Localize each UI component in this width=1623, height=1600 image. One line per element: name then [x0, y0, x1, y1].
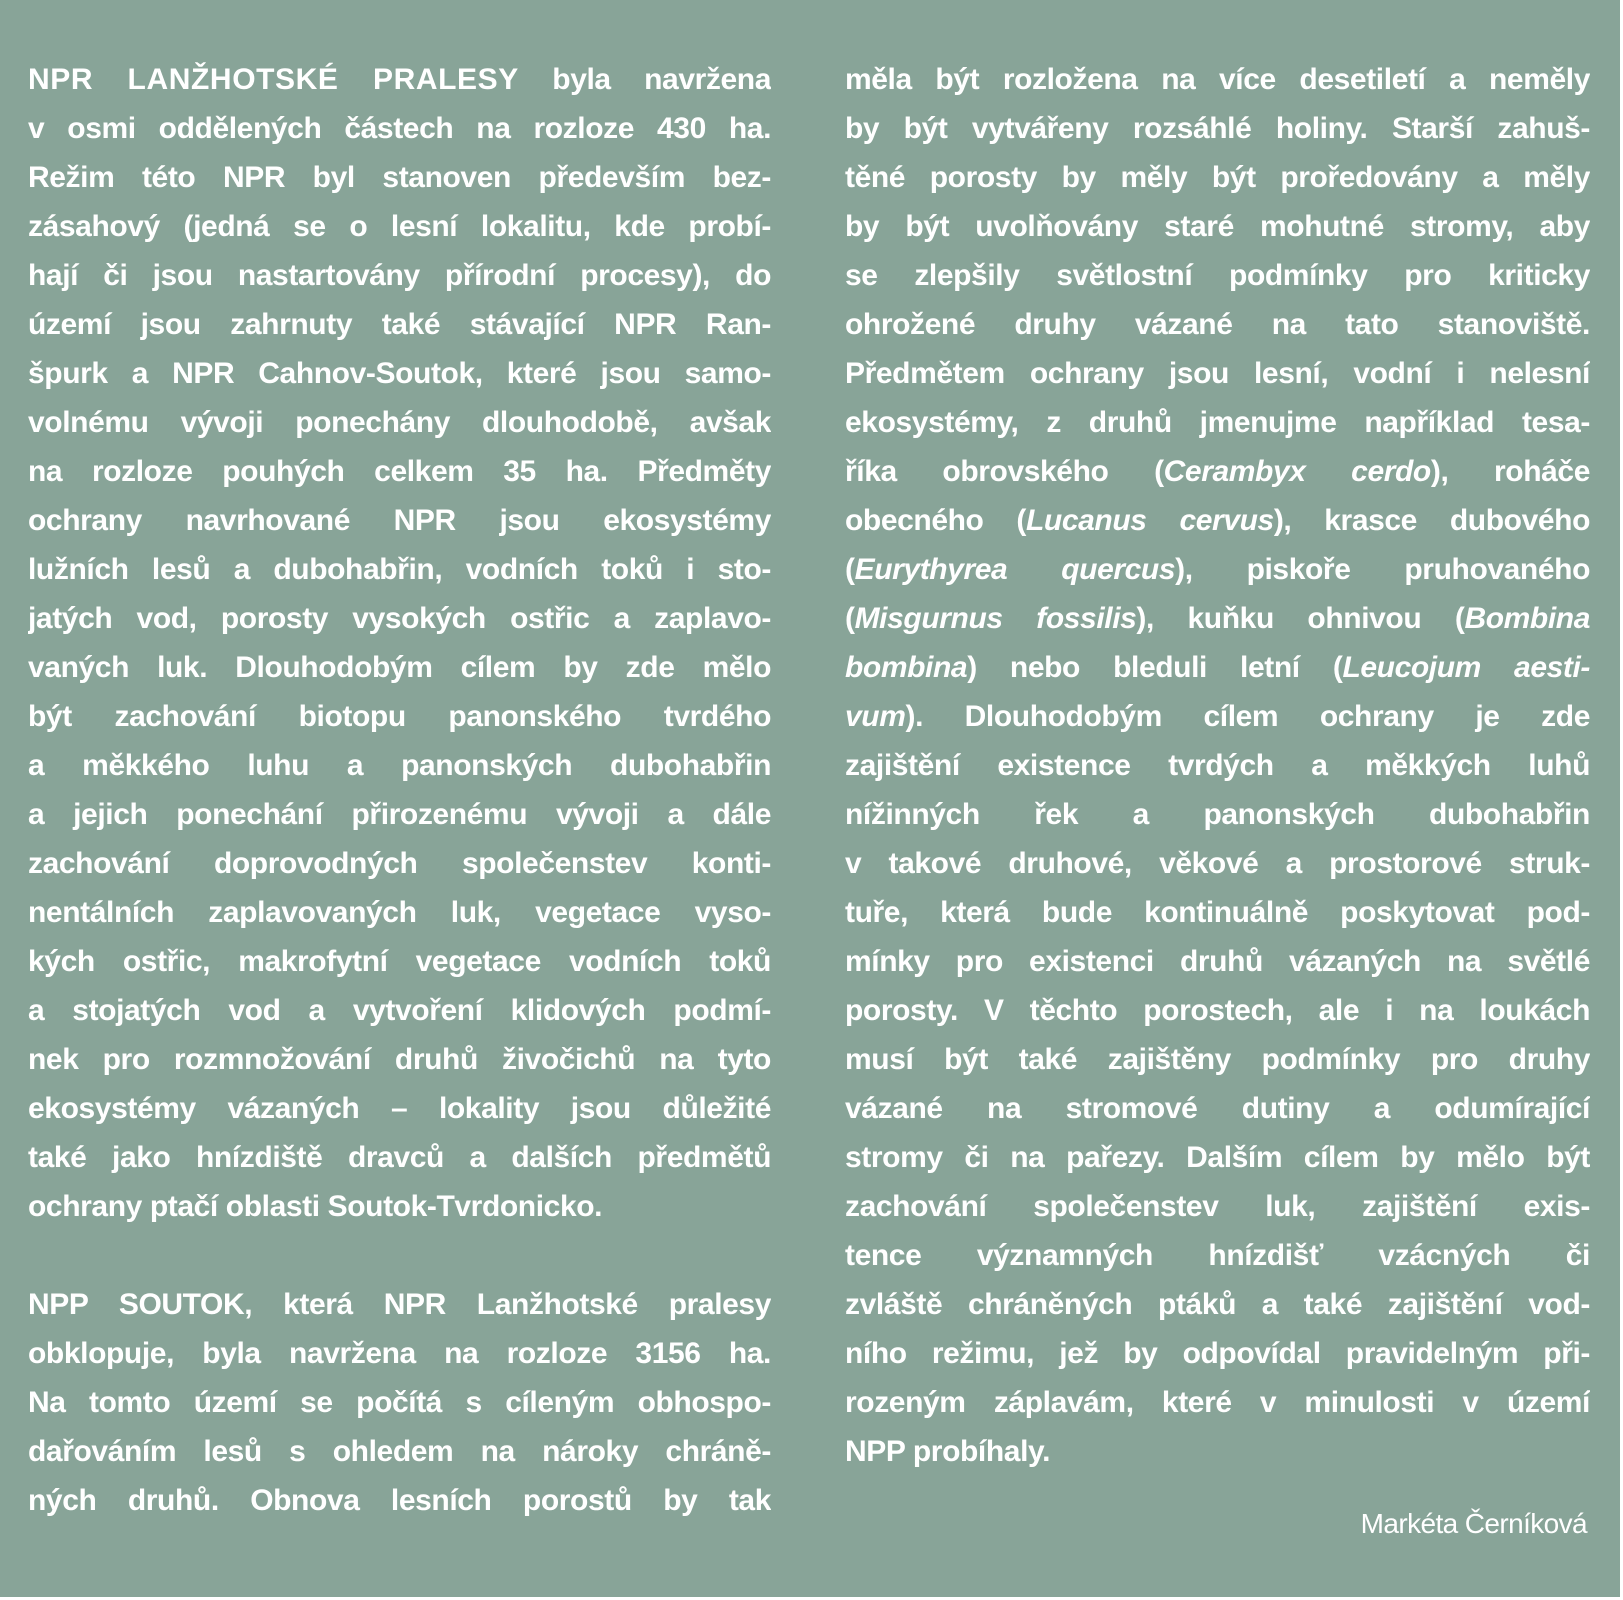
text-line: kých ostřic, makrofytní vegetace vodních toků — [28, 945, 771, 978]
text-line: NPP SOUTOK, která NPR Lanžhotské pralesy — [28, 1288, 771, 1321]
text-segment: nížinných řek a panonských dubohabřin — [845, 798, 1590, 831]
text-line: obklopuje, byla navržena na rozloze 3156 ha. — [28, 1337, 771, 1370]
text-segment: těné porosty by měly být proředovány a měly — [845, 161, 1590, 194]
text-segment: ohrožené druhy vázané na tato stanoviště. — [845, 308, 1590, 341]
text-segment: ( — [845, 602, 855, 635]
text-line: v osmi oddělených částech na rozloze 430 ha. — [28, 112, 771, 145]
species-latin-name: bombina — [845, 651, 968, 684]
text-line: ochrany ptačí oblasti Soutok-Tvrdonicko. — [28, 1190, 603, 1223]
text-line: území jsou zahrnuty také stávající NPR Ran- — [28, 308, 771, 341]
text-line: jatých vod, porosty vysokých ostřic a zaplavo- — [28, 602, 771, 635]
text-segment: by být vytvářeny rozsáhlé holiny. Starší zahuš- — [845, 112, 1590, 145]
left-column — [28, 55, 771, 1525]
text-segment: vázané na stromové dutiny a odumírající — [845, 1092, 1590, 1125]
text-line — [845, 55, 1590, 104]
text-segment: v takové druhové, věkové a prostorové struk- — [845, 847, 1590, 880]
text-line — [845, 1133, 1590, 1182]
text-segment: NPP probíhaly. — [845, 1435, 1051, 1468]
text-line — [845, 643, 1590, 692]
text-line: volnému vývoji ponechány dlouhodobě, avšak — [28, 406, 771, 439]
text-segment: ekosystémy, z druhů jmenujme například tesa- — [845, 406, 1590, 439]
text-line — [845, 1035, 1590, 1084]
paragraph-npr-lanzhotske-pralesy — [28, 55, 771, 1231]
text-segment: zajištění existence tvrdých a měkkých luhů — [845, 749, 1590, 782]
text-line — [845, 153, 1590, 202]
text-line: zachování doprovodných společenstev konti- — [28, 847, 771, 880]
text-line — [845, 888, 1590, 937]
text-line — [845, 1378, 1590, 1427]
text-line — [845, 1182, 1590, 1231]
text-line — [845, 741, 1590, 790]
text-line: na rozloze pouhých celkem 35 ha. Předměty — [28, 455, 771, 488]
text-line: lužních lesů a dubohabřin, vodních toků i sto- — [28, 553, 771, 586]
text-line — [845, 1329, 1590, 1378]
text-line — [845, 349, 1590, 398]
text-line: hají či jsou nastartovány přírodní procesy), do — [28, 259, 771, 292]
text-segment: by být uvolňovány staré mohutné stromy, aby — [845, 210, 1590, 243]
species-latin-name: Cerambyx cerdo — [1163, 455, 1431, 488]
text-line — [845, 447, 1590, 496]
text-segment: měla být rozložena na více desetiletí a neměly — [845, 63, 1590, 96]
text-segment: porosty. V těchto porostech, ale i na loukách — [845, 994, 1590, 1027]
text-line — [845, 692, 1590, 741]
text-line: a stojatých vod a vytvoření klidových podmí- — [28, 994, 771, 1027]
text-segment: tence významných hnízdišť vzácných či — [845, 1239, 1590, 1272]
text-segment: musí být také zajištěny podmínky pro druhy — [845, 1043, 1590, 1076]
text-line: nek pro rozmnožování druhů živočichů na tyto — [28, 1043, 771, 1076]
author-signature: Markéta Černíková — [1360, 1508, 1587, 1539]
text-segment: Předmětem ochrany jsou lesní, vodní i nelesní — [845, 357, 1590, 390]
text-segment: ), krasce dubového — [1273, 504, 1590, 537]
text-line — [28, 55, 771, 104]
text-line: nentálních zaplavovaných luk, vegetace vyso- — [28, 896, 771, 929]
paragraph-gap — [28, 1231, 771, 1280]
text-line — [845, 937, 1590, 986]
text-line — [845, 398, 1590, 447]
right-column — [845, 55, 1590, 1476]
text-segment: stromy či na pařezy. Dalším cílem by mělo být — [845, 1141, 1590, 1174]
text-line — [845, 1084, 1590, 1133]
text-line: být zachování biotopu panonského tvrdého — [28, 700, 771, 733]
text-line — [845, 1280, 1590, 1329]
species-latin-name: Bombina — [1464, 602, 1590, 635]
text-line: špurk a NPR Cahnov-Soutok, které jsou samo- — [28, 357, 771, 390]
species-latin-name: Leucojum aesti- — [1342, 651, 1590, 684]
text-line — [845, 839, 1590, 888]
text-line — [845, 790, 1590, 839]
text-segment: ( — [845, 553, 855, 586]
paragraph-lead-title: NPR LANŽHOTSKÉ PRALESY — [28, 63, 519, 96]
text-line — [845, 300, 1590, 349]
paragraph-npp-soutok — [28, 1280, 771, 1525]
text-line — [845, 1427, 1590, 1476]
text-line — [845, 496, 1590, 545]
text-segment: se zlepšily světlostní podmínky pro kriticky — [845, 259, 1590, 292]
text-segment: ). Dlouhodobým cílem ochrany je zde — [905, 700, 1590, 733]
text-line — [845, 594, 1590, 643]
species-latin-name: Misgurnus fossilis — [854, 602, 1137, 635]
text-segment: ního režimu, jež by odpovídal pravidelným při- — [845, 1337, 1590, 1370]
text-segment: říka obrovského ( — [845, 455, 1164, 488]
text-segment: ), piskoře pruhovaného — [1175, 553, 1590, 586]
text-segment: obecného ( — [845, 504, 1026, 537]
text-line — [845, 1231, 1590, 1280]
text-line: ných druhů. Obnova lesních porostů by tak — [28, 1484, 771, 1517]
text-line: zásahový (jedná se o lesní lokalitu, kde probí- — [28, 210, 771, 243]
species-latin-name: vum — [845, 700, 906, 733]
text-line: Režim této NPR byl stanoven především bez- — [28, 161, 771, 194]
text-segment: ), kuňku ohnivou ( — [1136, 602, 1465, 635]
text-segment: rozeným záplavám, které v minulosti v území — [845, 1386, 1590, 1419]
text-segment: tuře, která bude kontinuálně poskytovat pod- — [845, 896, 1590, 929]
text-segment: ) nebo bleduli letní ( — [967, 651, 1343, 684]
text-line — [845, 202, 1590, 251]
text-segment: ), roháče — [1430, 455, 1590, 488]
text-segment: zachování společenstev luk, zajištění exis- — [845, 1190, 1590, 1223]
text-line: ochrany navrhované NPR jsou ekosystémy — [28, 504, 771, 537]
text-line: také jako hnízdiště dravců a dalších předmětů — [28, 1141, 771, 1174]
text-segment: zvláště chráněných ptáků a také zajištění vod- — [845, 1288, 1590, 1321]
text-line — [845, 986, 1590, 1035]
text-line: ekosystémy vázaných – lokality jsou důležité — [28, 1092, 771, 1125]
text-segment: mínky pro existenci druhů vázaných na světlé — [845, 945, 1590, 978]
text-line: Na tomto území se počítá s cíleným obhospo- — [28, 1386, 771, 1419]
species-latin-name: Eurythyrea quercus — [854, 553, 1176, 586]
text-line: a jejich ponechání přirozenému vývoji a dále — [28, 798, 771, 831]
text-line: a měkkého luhu a panonských dubohabřin — [28, 749, 771, 782]
text-line: vaných luk. Dlouhodobým cílem by zde mělo — [28, 651, 771, 684]
species-latin-name: Lucanus cervus — [1026, 504, 1274, 537]
text-line — [845, 104, 1590, 153]
text-line — [845, 545, 1590, 594]
text-line: dařováním lesů s ohledem na nároky chráně- — [28, 1435, 771, 1468]
text-segment: byla navržena — [518, 63, 771, 96]
text-line — [845, 251, 1590, 300]
